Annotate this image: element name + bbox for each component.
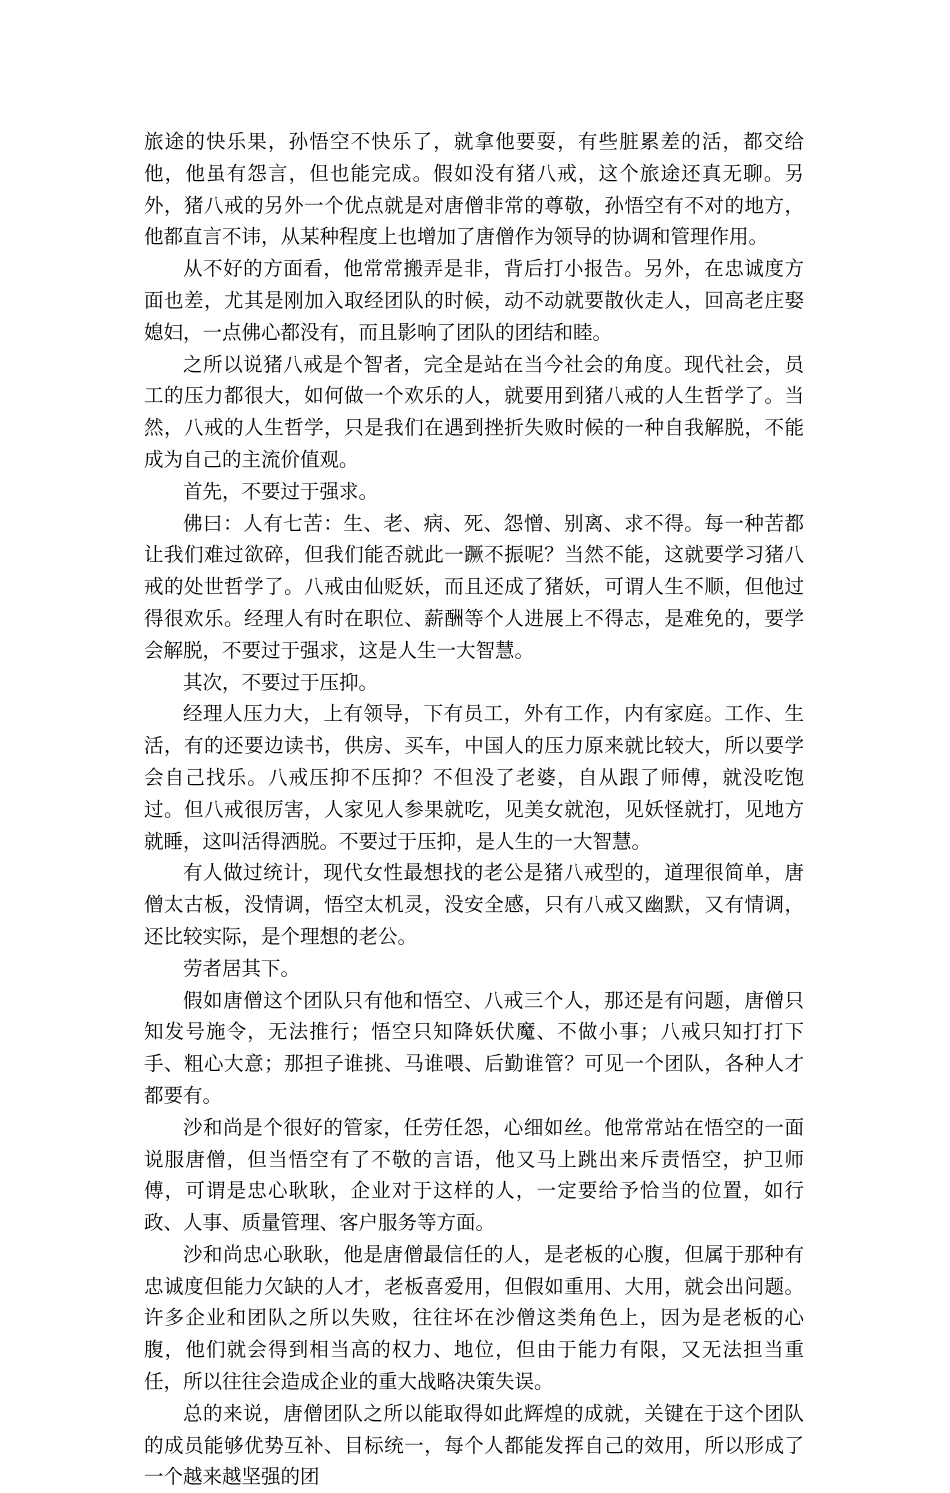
paragraph-5: 佛曰：人有七苦：生、老、病、死、怨憎、别离、求不得。每一种苦都让我们难过欲碎，但我们能否就此一蹶不振呢？当然不能，这就要学习猪八戒的处世哲学了。八戒由仙贬妖，而且还成了猪妖，可谓人生不顺，但他过得很欢乐。经理人有时在职位、薪酬等个人进展上不得志，是难免的，要学会解脱，不要过于强求，这是人生一大智慧。 bbox=[144, 511, 804, 662]
paragraph-3: 之所以说猪八戒是个智者，完全是站在当今社会的角度。现代社会，员工的压力都很大，如何做一个欢乐的人，就要用到猪八戒的人生哲学了。当然，八戒的人生哲学，只是我们在遇到挫折失败时候的一种自我解脱，不能成为自己的主流价值观。 bbox=[144, 352, 804, 471]
document-page bbox=[144, 126, 804, 1493]
paragraph-11: 沙和尚是个很好的管家，任劳任怨，心细如丝。他常常站在悟空的一面说服唐僧，但当悟空有了不敬的言语，他又马上跳出来斥责悟空，护卫师傅，可谓是忠心耿耿，企业对于这样的人，一定要给予恰当的位置，如行政、人事、质量管理、客户服务等方面。 bbox=[144, 1115, 804, 1235]
paragraph-1: 旅途的快乐果，孙悟空不快乐了，就拿他要耍，有些脏累差的活，都交给他，他虽有怨言，但也能完成。假如没有猪八戒，这个旅途还真无聊。另外，猪八戒的另外一个优点就是对唐僧非常的尊敬，孙悟空有不对的地方，他都直言不讳，从某种程度上也增加了唐僧作为领导的协调和管理作用。 bbox=[144, 130, 804, 249]
paragraph-12: 沙和尚忠心耿耿，他是唐僧最信任的人，是老板的心腹，但属于那种有忠诚度但能力欠缺的人才，老板喜爱用，但假如重用、大用，就会出问题。许多企业和团队之所以失败，往往坏在沙僧这类角色上，因为是老板的心腹，他们就会得到相当高的权力、地位，但由于能力有限，又无法担当重任，所以往往会造成企业的重大战略决策失误。 bbox=[144, 1242, 804, 1394]
paragraph-10: 假如唐僧这个团队只有他和悟空、八戒三个人，那还是有问题，唐僧只知发号施令，无法推行；悟空只知降妖伏魔、不做小事；八戒只知打打下手、粗心大意；那担子谁挑、马谁喂、后勤谁管？可见一个团队，各种人才都要有。 bbox=[144, 988, 804, 1107]
paragraph-6: 其次，不要过于压抑。 bbox=[183, 670, 379, 694]
paragraph-13: 总的来说，唐僧团队之所以能取得如此辉煌的成就，关键在于这个团队的成员能够优势互补、目标统一，每个人都能发挥自己的效用，所以形成了一个越来越坚强的团 bbox=[144, 1401, 804, 1489]
paragraph-9: 劳者居其下。 bbox=[183, 956, 301, 980]
paragraph-8: 有人做过统计，现代女性最想找的老公是猪八戒型的，道理很简单，唐僧太古板，没情调，悟空太机灵，没安全感，只有八戒又幽默，又有情调，还比较实际，是个理想的老公。 bbox=[144, 861, 804, 948]
paragraph-7: 经理人压力大，上有领导，下有员工，外有工作，内有家庭。工作、生活，有的还要边读书，供房、买车，中国人的压力原来就比较大，所以要学会自己找乐。八戒压抑不压抑？不但没了老婆，自从跟了师傅，就没吃饱过。但八戒很厉害，人家见人参果就吃，见美女就泡，见妖怪就打，见地方就睡，这叫活得洒脱。不要过于压抑，是人生的一大智慧。 bbox=[144, 702, 804, 853]
paragraph-4: 首先，不要过于强求。 bbox=[183, 479, 379, 503]
paragraph-2: 从不好的方面看，他常常搬弄是非，背后打小报告。另外，在忠诚度方面也差，尤其是刚加入取经团队的时候，动不动就要散伙走人，回高老庄娶媳妇，一点佛心都没有，而且影响了团队的团结和睦。 bbox=[144, 257, 804, 344]
